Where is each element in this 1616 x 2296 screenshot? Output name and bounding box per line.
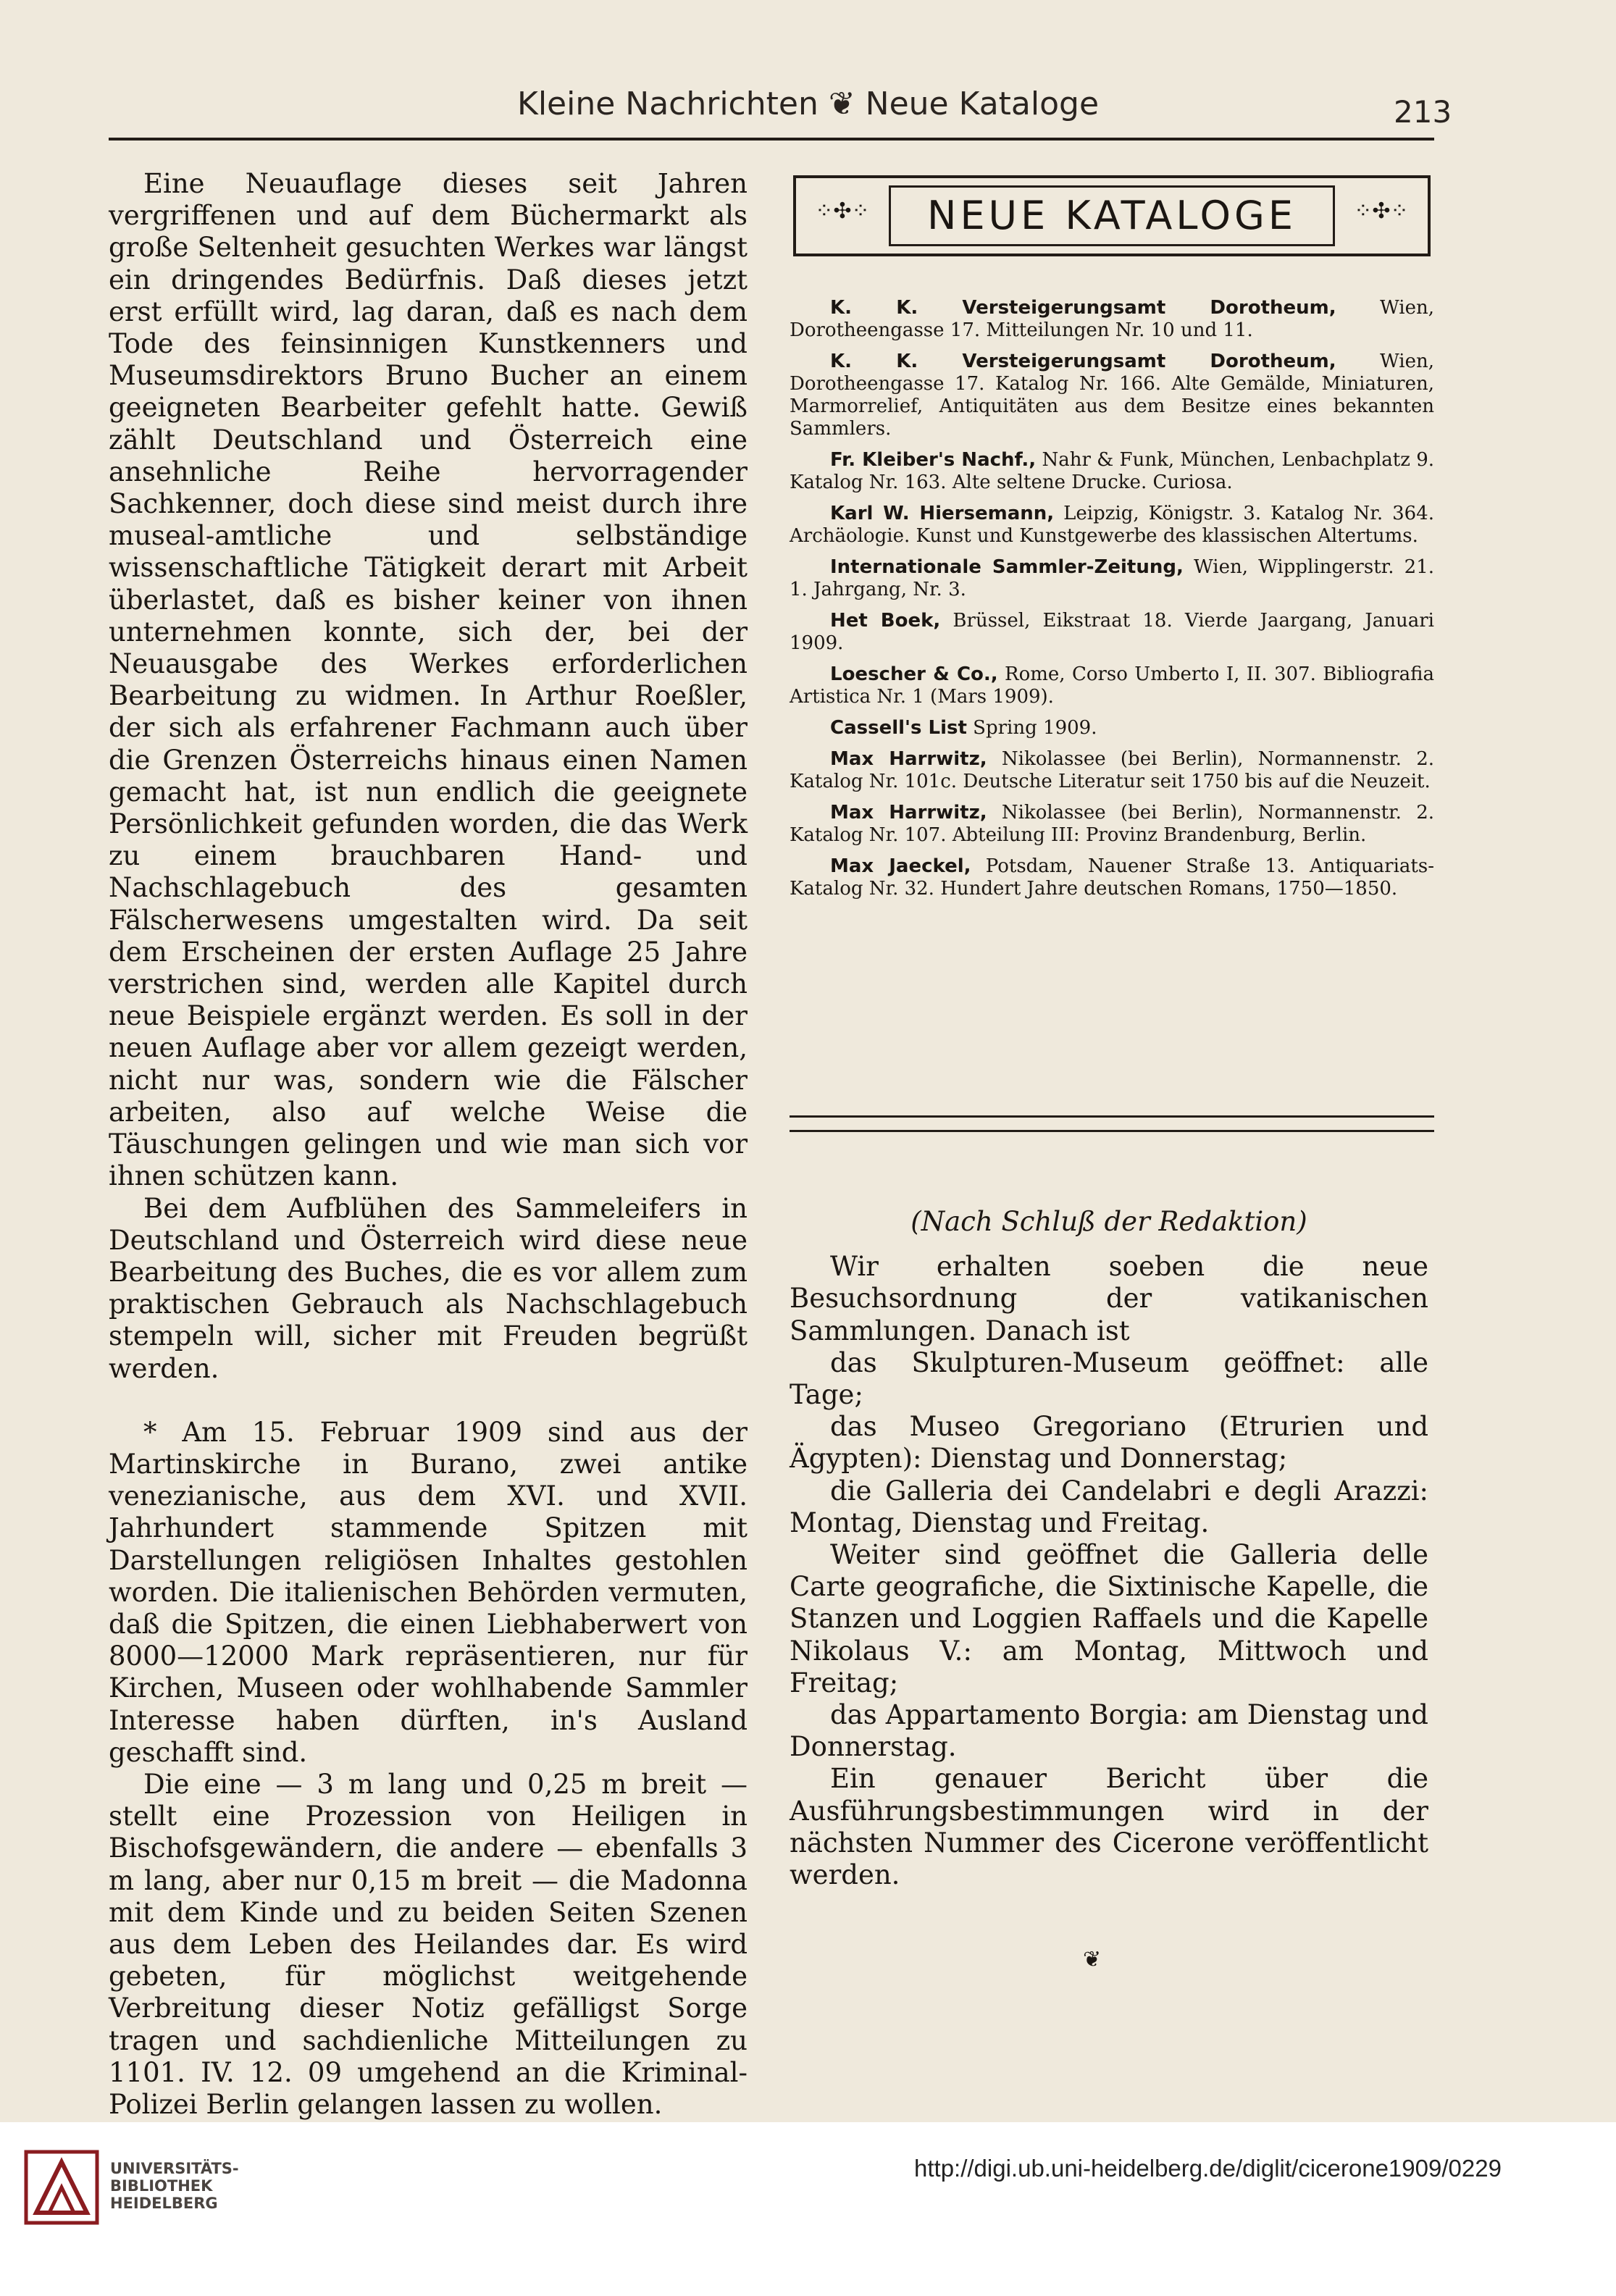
catalog-entry — [790, 351, 1434, 440]
catalog-entry-text: Rome, Corso Umberto I, II. 307. Bibliografia Artistica Nr. 1 (Mars 1909). — [790, 663, 1434, 708]
late-news-paragraph: das Museo Gregoriano (Etrurien und Ägypten): Dienstag und Donnerstag; — [790, 1411, 1428, 1475]
header-rule — [109, 138, 1434, 141]
catalog-entry — [790, 610, 1434, 655]
source-url-link[interactable]: http://digi.ub.uni-heidelberg.de/diglit/cicerone1909/0229 — [914, 2155, 1502, 2182]
catalog-entry — [790, 717, 1434, 740]
catalog-entry — [790, 503, 1434, 548]
catalog-entry-text: Wien, Dorotheengasse 17. Katalog Nr. 166. Alte Gemälde, Miniaturen, Marmorrelief, Antiquitäten aus dem Besitze eines bekannten Sammlers. — [790, 351, 1434, 440]
catalog-entry-name: K. K. Versteigerungsamt Dorotheum, — [830, 297, 1336, 319]
notice-paragraph: * Am 15. Februar 1909 sind aus der Martinskirche in Burano, zwei antike venezianische, aus dem XVI. und XVII. Jahrhundert stammende Spitzen mit Darstellungen religiösen Inhaltes gestohlen worden. Die italienischen Behörden vermuten, daß die Spitzen, die einen Liebhaberwert von 8000—12000 Mark repräsentieren, nur für Kirchen, Museen oder wohlhabende Sammler Interesse haben dürften, in's Ausland geschafft sind. — [109, 1416, 748, 1768]
catalog-entry-name: Max Harrwitz, — [830, 802, 987, 824]
late-news-heading: (Nach Schluß der Redaktion) — [910, 1206, 1307, 1237]
late-news-paragraph: das Appartamento Borgia: am Dienstag und Donnerstag. — [790, 1699, 1428, 1763]
section-divider — [790, 1115, 1434, 1118]
catalog-entry-text: Nikolassee (bei Berlin), Normannenstr. 2. Katalog Nr. 101c. Deutsche Literatur seit 1750 bis auf die Neuzeit. — [790, 748, 1435, 792]
catalog-entry-text: Wien, Dorotheengasse 17. Mitteilungen Nr. 10 und 11. — [790, 297, 1434, 341]
section-title-box — [793, 175, 1431, 256]
catalog-entry — [790, 556, 1434, 601]
catalog-entry-text: Nahr & Funk, München, Lenbachplatz 9. Katalog Nr. 163. Alte seltene Drucke. Curiosa. — [790, 449, 1434, 493]
catalog-entry-name: Fr. Kleiber's Nachf., — [830, 449, 1037, 471]
catalog-entry — [790, 449, 1434, 494]
catalog-entry-name: Cassell's List — [830, 717, 967, 739]
catalog-entry-name: Max Jaeckel, — [830, 855, 971, 877]
library-name-line: HEIDELBERG — [110, 2195, 218, 2212]
catalog-entry — [790, 748, 1434, 793]
catalog-entry-name: Karl W. Hiersemann, — [830, 503, 1055, 524]
catalog-entry-text: Wien, Wipplingerstr. 21. 1. Jahrgang, Nr. 3. — [790, 556, 1435, 600]
library-name — [110, 2160, 239, 2212]
library-name-line: UNIVERSITÄTS- — [110, 2160, 239, 2177]
article-paragraph: Eine Neuauflage dieses seit Jahren vergriffenen und auf dem Büchermarkt als große Seltenheit gesuchten Werkes war längst ein dringendes Bedürfnis. Daß dieses jetzt erst erfüllt wird, lag daran, daß es nach dem Tode des feinsinnigen Kunstkenners und Museumsdirektors Bruno Bucher an einem geeigneten Bearbeiter gefehlt hatte. Gewiß zählt Deutschland und Österreich eine ansehnliche Reihe hervorragender Sachkenner, doch diese sind meist durch ihre museal-amtliche und selbständige wissenschaftliche Tätigkeit derart mit Arbeit überlastet, daß es bisher keiner von ihnen unternehmen konnte, sich der, bei der Neuausgabe des Werkes erforderlichen Bearbeitung zu widmen. In Arthur Roeßler, der sich als erfahrener Fachmann auch über die Grenzen Österreichs hinaus einen Namen gemacht hat, ist nun endlich die geeignete Persönlichkeit gefunden worden, die das Werk zu einem brauchbaren Hand- und Nachschlagebuch des gesamten Fälscherwesens umgestalten wird. Da seit dem Erscheinen der ersten Auflage 25 Jahre verstrichen sind, werden alle Kapitel durch neue Beispiele ergänzt werden. Es soll in der neuen Auflage aber vor allem gezeigt werden, nicht nur was, sondern wie die Fälscher arbeiten, also auf welche Weise die Täuschungen gelingen und wie man sich vor ihnen schützen kann. — [109, 168, 748, 1192]
late-news-paragraph: Weiter sind geöffnet die Galleria delle Carte geografiche, die Sixtinische Kapelle, die Stanzen und Loggien Raffaels und die Kapelle Nikolaus V.: am Montag, Mittwoch und Freitag; — [790, 1539, 1428, 1698]
catalog-entry-name: Het Boek, — [830, 610, 941, 632]
end-ornament-icon: ❦ — [1083, 1947, 1102, 1972]
catalog-entry-name: Internationale Sammler-Zeitung, — [830, 556, 1184, 578]
catalog-entry-name: K. K. Versteigerungsamt Dorotheum, — [830, 351, 1336, 372]
title-frame-line — [889, 244, 1335, 246]
notice-paragraph: Die eine — 3 m lang und 0,25 m breit — stellt eine Prozession von Heiligen in Bischofsgewändern, die andere — ebenfalls 3 m lang, aber nur 0,15 m breit — die Madonna mit dem Kinde und zu beiden Seiten Szenen aus dem Leben des Heilandes dar. Es wird gebeten, für möglichst weitgehende Verbreitung dieser Notiz gefälligst Sorge tragen und sachdienliche Mitteilungen zu 1101. IV. 12. 09 umgehend an die Kriminal-Polizei Berlin gelangen lassen zu wollen. — [109, 1768, 748, 2120]
page-number: 213 — [1394, 94, 1452, 130]
title-frame-line — [889, 185, 1335, 188]
left-column — [109, 168, 748, 2121]
ornament-icon: ⁘✣⁘ — [1354, 198, 1409, 224]
library-logo-icon — [22, 2148, 101, 2227]
article-paragraph: Bei dem Aufblühen des Sammeleifers in Deutschland und Österreich wird diese neue Bearbeitung des Buches, die es vor allem zum praktischen Gebrauch als Nachschlagebuch stempeln will, sicher mit Freuden begrüßt werden. — [109, 1192, 748, 1384]
catalog-entry-text: Brüssel, Eikstraat 18. Vierde Jaargang, Januari 1909. — [790, 610, 1434, 654]
catalog-list — [790, 297, 1434, 909]
catalog-entry-name: Loescher & Co., — [830, 663, 998, 685]
catalog-entry — [790, 855, 1434, 900]
late-news-paragraph: das Skulpturen-Museum geöffnet: alle Tage; — [790, 1346, 1428, 1411]
late-news-paragraph: Wir erhalten soeben die neue Besuchsordnung der vatikanischen Sammlungen. Danach ist — [790, 1251, 1428, 1346]
section-divider — [790, 1130, 1434, 1132]
catalog-entry-text: Potsdam, Nauener Straße 13. Antiquariats-Katalog Nr. 32. Hundert Jahre deutschen Romans, 1750—1850. — [790, 855, 1434, 900]
ornament-icon: ⁘✣⁘ — [815, 198, 870, 224]
catalog-entry-text: Leipzig, Königstr. 3. Katalog Nr. 364. Archäologie. Kunst und Kunstgewerbe des klassischen Altertums. — [790, 503, 1434, 547]
late-news-paragraph: Ein genauer Bericht über die Ausführungsbestimmungen wird in der nächsten Nummer des Cicerone veröffentlicht werden. — [790, 1763, 1428, 1891]
running-header-title: Kleine Nachrichten ❦ Neue Kataloge — [516, 85, 1100, 122]
late-news-column — [790, 1206, 1428, 1891]
catalog-entry — [790, 802, 1434, 847]
catalog-entry-text: Nikolassee (bei Berlin), Normannenstr. 2. Katalog Nr. 107. Abteilung III: Provinz Brandenburg, Berlin. — [790, 802, 1435, 846]
library-name-line: BIBLIOTHEK — [110, 2177, 213, 2195]
catalog-entry — [790, 663, 1434, 708]
catalog-entry — [790, 297, 1434, 342]
catalog-entry-text: Spring 1909. — [966, 717, 1097, 739]
section-title: NEUE KATALOGE — [927, 193, 1297, 238]
late-news-paragraph: die Galleria dei Candelabri e degli Arazzi: Montag, Dienstag und Freitag. — [790, 1475, 1428, 1538]
footer-bar — [0, 2122, 1616, 2296]
catalog-entry-name: Max Harrwitz, — [830, 748, 987, 770]
